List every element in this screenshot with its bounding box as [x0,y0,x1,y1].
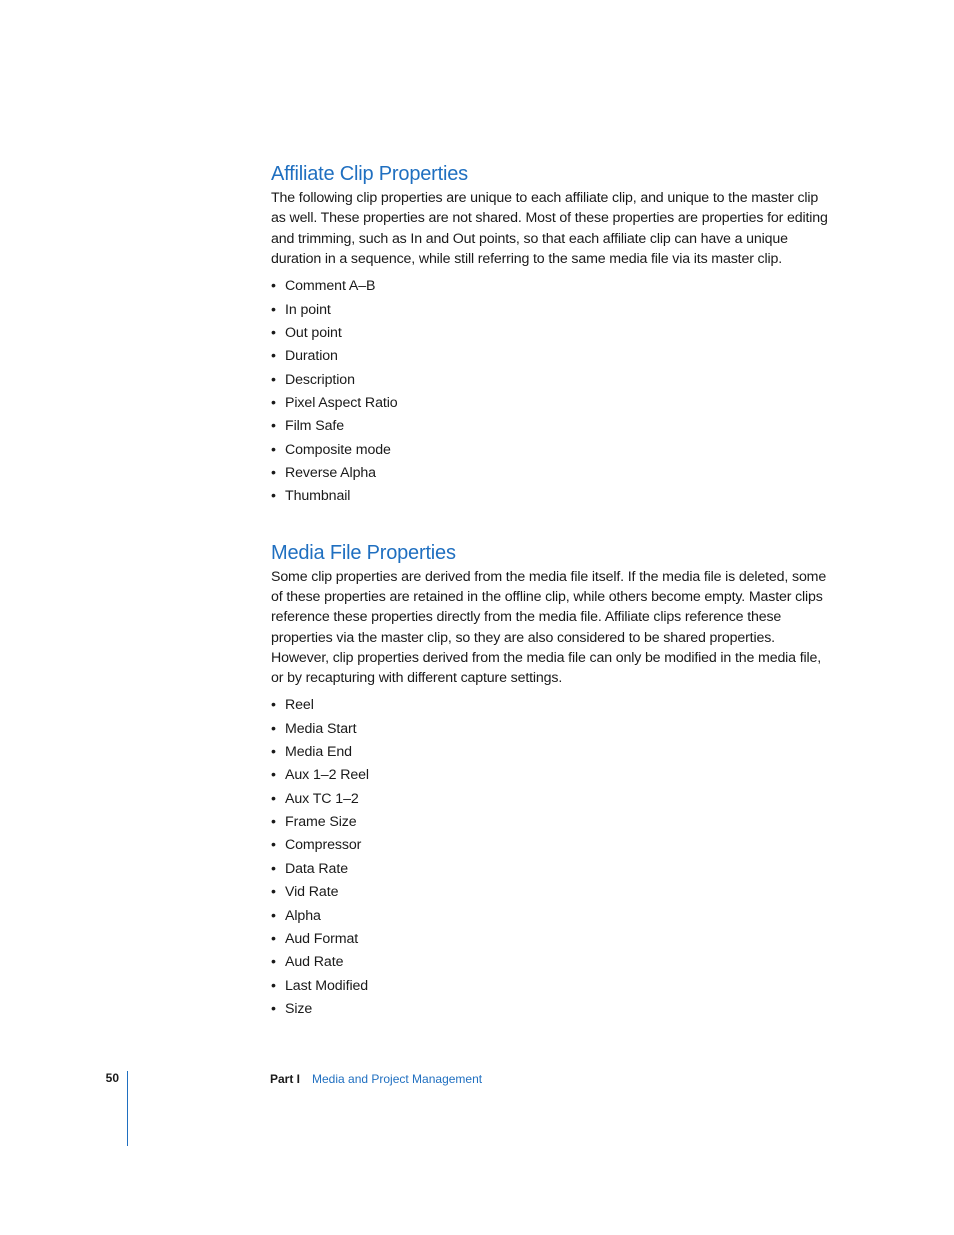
list-item [271,834,831,857]
list-item [271,881,831,904]
bullet-icon: • [271,977,276,994]
bullet-icon: • [271,884,276,901]
bullet-icon: • [271,954,276,971]
list-item [271,858,831,881]
section-media-file-properties [271,539,831,1022]
list-item-label: Media Start [285,720,357,737]
bullet-icon: • [271,301,276,318]
section-paragraph: The following clip properties are unique to each affiliate clip, and unique to the master clip as well. These properties are not shared. Most of these properties are properties for editing and trimming, such as In and Out points, so that each affiliate clip can have a unique duration in a sequence, while still referring to the same media file via its master clip. [271,190,828,267]
list-item [271,415,831,438]
bullet-icon: • [271,371,276,388]
list-item [271,764,831,787]
bullet-icon: • [271,488,276,505]
list-item [271,694,831,717]
footer-part-label: Part I [270,1072,301,1086]
list-item-label: Comment A–B [285,278,376,295]
list-item-label: Duration [285,348,338,365]
list-item-label: Aux 1–2 Reel [285,767,369,784]
bullet-icon: • [271,790,276,807]
list-item [271,998,831,1021]
list-item [271,951,831,974]
list-item [271,811,831,834]
bullet-icon: • [271,348,276,365]
list-item [271,928,831,951]
list-item-label: Film Safe [285,418,345,435]
bullet-icon: • [271,418,276,435]
list-item-label: Aud Rate [285,954,344,971]
list-item [271,369,831,392]
page-content [271,160,831,1021]
list-item-label: Pixel Aspect Ratio [285,394,398,411]
bullet-icon: • [271,907,276,924]
list-item-label: Out point [285,324,342,341]
list-item [271,975,831,998]
bullet-icon: • [271,860,276,877]
bullet-icon: • [271,744,276,761]
list-item-label: Compressor [285,837,362,854]
list-item-label: Size [285,1000,313,1017]
list-item [271,788,831,811]
section-affiliate-clip-properties [271,160,831,509]
list-item [271,485,831,508]
bullet-icon: • [271,394,276,411]
bullet-icon: • [271,464,276,481]
section-paragraph: Some clip properties are derived from the media file itself. If the media file is deleted, some of these properties are retained in the offline clip, while others become empty. Master clips reference these properties directly from the media file. Affiliate clips reference these properties via the master clip, so they are also considered to be shared properties. However, clip properties derived from the media file can only be modified in the media file, or by recapturing with different capture settings. [271,568,827,687]
list-item [271,905,831,928]
list-item-label: Frame Size [285,814,357,831]
property-list [271,694,831,1021]
list-item [271,275,831,298]
bullet-icon: • [271,441,276,458]
bullet-icon: • [271,930,276,947]
footer-rule [127,1071,128,1146]
list-item-label: Thumbnail [285,488,351,505]
property-list [271,275,831,508]
list-item [271,392,831,415]
list-item-label: Last Modified [285,977,369,994]
section-heading: Affiliate Clip Properties [271,163,468,185]
list-item-label: Description [285,371,355,388]
list-item-label: Data Rate [285,860,348,877]
list-item [271,439,831,462]
list-item-label: In point [285,301,331,318]
list-item-label: Reel [285,697,314,714]
list-item [271,741,831,764]
list-item-label: Alpha [285,907,321,924]
list-item-label: Vid Rate [285,884,339,901]
list-item [271,299,831,322]
bullet-icon: • [271,324,276,341]
bullet-icon: • [271,837,276,854]
bullet-icon: • [271,720,276,737]
bullet-icon: • [271,814,276,831]
list-item-label: Media End [285,744,352,761]
list-item [271,462,831,485]
list-item-label: Aud Format [285,930,359,947]
list-item-label: Reverse Alpha [285,464,376,481]
list-item-label: Composite mode [285,441,391,458]
bullet-icon: • [271,697,276,714]
bullet-icon: • [271,767,276,784]
list-item [271,718,831,741]
footer-part-title: Media and Project Management [312,1072,483,1086]
bullet-icon: • [271,278,276,295]
bullet-icon: • [271,1000,276,1017]
page-number: 50 [105,1071,119,1085]
list-item-label: Aux TC 1–2 [285,790,359,807]
list-item [271,322,831,345]
section-heading: Media File Properties [271,541,456,564]
list-item [271,345,831,368]
